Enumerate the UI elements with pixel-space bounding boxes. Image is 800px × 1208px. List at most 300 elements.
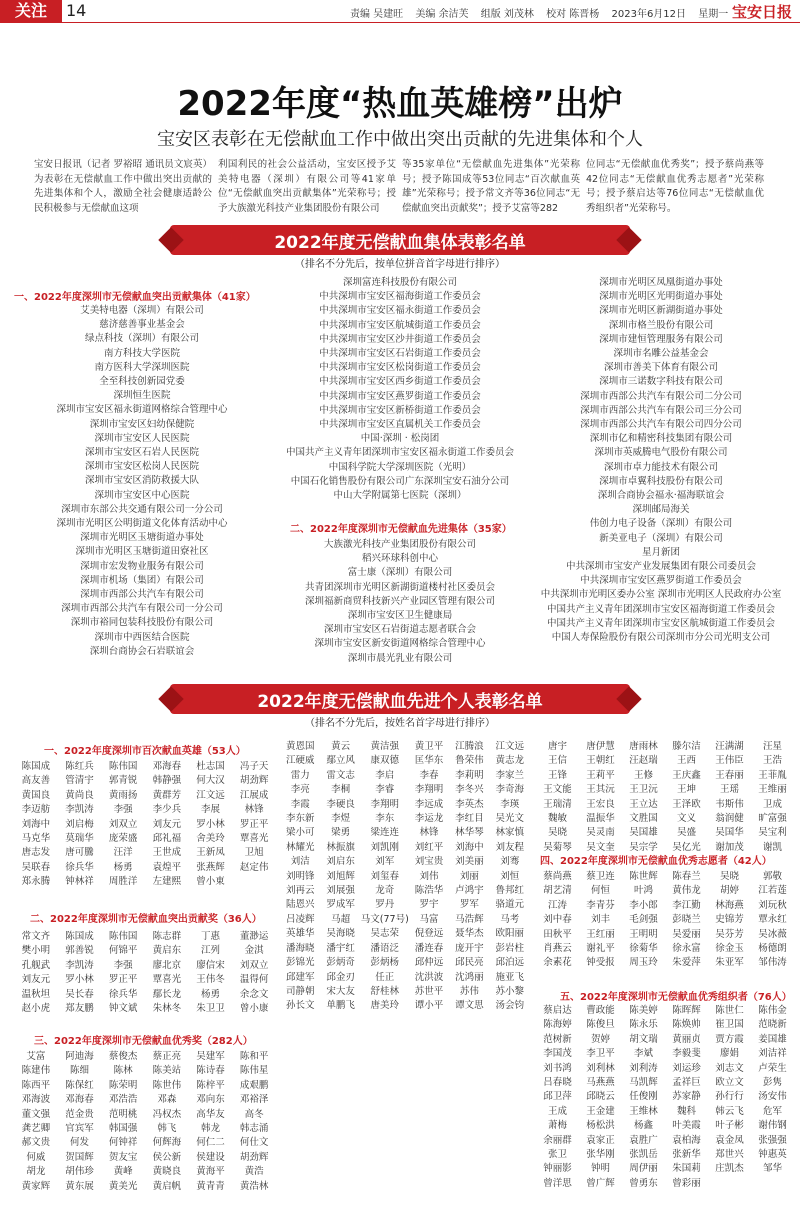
person-name: 钟丽影 <box>543 1163 572 1175</box>
person-name: 孔舰武 <box>21 959 51 971</box>
credits <box>350 5 737 20</box>
person-name: 苏家静 <box>672 1091 701 1103</box>
person-name: 李国茂 <box>543 1048 572 1060</box>
person-name: 陈俊旦 <box>586 1019 615 1031</box>
person-name: 吴晓 <box>719 871 739 882</box>
person-name: 吴爱丽 <box>672 928 701 940</box>
person-name: 何恒 <box>590 885 610 897</box>
person-name: 孙行行 <box>715 1091 744 1103</box>
intro-column-4: 位同志“无偿献血优秀奖”；授予蔡尚燕等42位同志“无偿献血优秀志愿者”光荣称号；授予蔡启达等76位同志“无偿献血优秀组织者”光荣称号。 <box>586 159 764 214</box>
person-name: 胡龙 <box>26 1166 46 1178</box>
person3-heading: 三、2022年度深圳市无偿献血优秀奖（282人） <box>34 1036 253 1047</box>
group2-heading: 二、2022年度深圳市无偿献血先进集体（35家） <box>290 524 512 535</box>
person-name: 袁煌平 <box>152 861 182 873</box>
org-list-item: 中共深圳市光明区委办公室 深圳市光明区人民政府办公室 <box>540 589 782 601</box>
person-name: 邱民亮 <box>455 957 484 969</box>
org-list-item: 深圳市西部公共汽车有限公司 <box>80 589 204 601</box>
person-name: 杨勇 <box>113 861 133 873</box>
person-name: 高华友 <box>196 1108 225 1120</box>
person-name: 王维丽 <box>758 784 787 796</box>
person-name: 陈伟国 <box>108 761 138 772</box>
person-name: 罗正平 <box>108 974 138 986</box>
person-name: 马超 <box>331 913 351 925</box>
org-list-item: 深圳市宝安区消防救援大队 <box>84 475 199 487</box>
group1-list-col2 <box>272 276 528 503</box>
person-name: 林耀光 <box>285 841 315 853</box>
person-name: 文胜国 <box>629 813 658 825</box>
person-name: 邓海春 <box>152 761 182 772</box>
person-name: 冯权杰 <box>152 1108 182 1120</box>
person-name: 吴文奎 <box>586 841 615 853</box>
person-name: 刘双立 <box>239 959 269 971</box>
person-name: 李家兰 <box>495 769 525 781</box>
person-name: 王瑶 <box>719 784 739 796</box>
person-name: 黄群芳 <box>152 789 182 801</box>
org-list-item: 中共深圳市宝安区沙井街道工作委员会 <box>319 333 481 345</box>
person-name: 鲁荣伟 <box>455 755 484 767</box>
org-list-item: 深圳市光明区玉塘街道办事处 <box>80 532 204 544</box>
person-name: 李强 <box>113 959 133 971</box>
org-list-item: 中国石化销售股份有限公司广东深圳宝安石油分公司 <box>290 475 510 487</box>
person-name: 邓森 <box>157 1094 177 1106</box>
person-name: 杨松洪 <box>586 1120 615 1132</box>
person-name: 王菲胤 <box>758 769 787 781</box>
org-list-item: 中共深圳市宝安区直属机关工作委员会 <box>319 419 481 431</box>
person-name: 马克华 <box>21 833 51 845</box>
person-name: 庄凯杰 <box>715 1163 744 1175</box>
person-name: 邱仲远 <box>414 957 444 969</box>
person-name: 司静朝 <box>285 985 315 997</box>
person-name: 孟祥巨 <box>672 1077 701 1089</box>
org-list-item: 深圳市中西医结合医院 <box>94 631 190 643</box>
person-name: 吴国雄 <box>629 827 658 839</box>
banner-note: （排名不分先后，按姓名首字母进行排序） <box>305 718 495 729</box>
person-name: 聂华杰 <box>455 928 484 940</box>
person-name: 何钟祥 <box>108 1137 138 1149</box>
person-name: 王红丽 <box>586 928 615 940</box>
person-name: 黄青青 <box>196 1180 225 1192</box>
person-name: 叶美霞 <box>672 1120 701 1132</box>
person-name: 曹政能 <box>586 1005 615 1016</box>
issue-date: 2023年6月12日 <box>611 9 687 20</box>
person-name: 旷富强 <box>758 813 787 825</box>
person-name: 李东新 <box>285 813 315 825</box>
person-name: 王成 <box>547 1105 567 1117</box>
person-name: 汪星 <box>762 741 782 752</box>
person-name: 范明桃 <box>108 1108 138 1120</box>
banner-title: 2022年度无偿献血先进个人表彰名单 <box>257 692 543 712</box>
person-name: 李东 <box>375 813 395 825</box>
person-name: 温秋坦 <box>21 988 51 1000</box>
person-name: 王卫沅 <box>629 784 658 796</box>
person-name: 何大汉 <box>196 775 225 787</box>
person-name: 田秋平 <box>543 928 572 940</box>
person-name: 王泽欧 <box>672 798 701 810</box>
person-name: 徐兵华 <box>108 988 138 1000</box>
person-name: 陈世辉 <box>629 871 658 882</box>
person-name: 彭炳奇 <box>326 957 355 969</box>
person-name: 毛剑强 <box>629 914 658 926</box>
org-list-item: 深圳市光明区新湖街道办事处 <box>599 305 723 317</box>
person-name: 陈美婷 <box>629 1005 658 1016</box>
person-name: 韩国强 <box>108 1123 138 1135</box>
person-name: 李小郎 <box>629 899 658 911</box>
person-name: 刘洁 <box>290 856 310 868</box>
person-name: 李翔明 <box>414 784 444 796</box>
person-name: 宋大友 <box>326 985 355 997</box>
person4-names <box>536 870 794 971</box>
person-name: 何仕文 <box>239 1137 269 1149</box>
person-name: 彭隽 <box>762 1077 782 1089</box>
person-name: 袁柏海 <box>672 1134 701 1146</box>
person-name: 刘恒 <box>500 870 520 882</box>
person-name: 李霞 <box>290 798 310 810</box>
person-name: 李凯涛 <box>65 959 94 971</box>
person-name: 胡劲辉 <box>239 775 269 787</box>
org-list-item: 中共深圳市宝安区松岗街道工作委员会 <box>319 362 481 374</box>
org-list-item: 稻兴环球科创中心 <box>361 553 438 565</box>
person-name: 黄丽贞 <box>672 1033 701 1045</box>
person-name: 陈浩华 <box>414 885 444 897</box>
person-name: 郭敬 <box>762 871 782 882</box>
group2-list-col2 <box>272 538 528 666</box>
person-name: 陈焕帅 <box>672 1019 701 1031</box>
org-list-item: 中国人寿保险股份有限公司深圳市分公司光明支公司 <box>551 632 771 644</box>
person-name: 阿迪海 <box>65 1051 94 1062</box>
person-name: 施亚飞 <box>495 971 525 983</box>
person5-names <box>536 1004 794 1191</box>
person-name: 胡劲辉 <box>239 1151 269 1163</box>
person-name: 胡伟珍 <box>65 1166 94 1178</box>
person-name: 张华刚 <box>586 1149 615 1161</box>
person-name: 吴宝利 <box>758 827 787 839</box>
person-name: 范树新 <box>543 1033 572 1045</box>
org-list-item: 中共深圳市宝安区燕罗街道工作委员会 <box>580 575 742 587</box>
org-list-item: 深圳市晨光乳业有限公司 <box>347 652 453 664</box>
banner-title: 2022年度无偿献血集体表彰名单 <box>274 233 526 253</box>
person-name: 江若莲 <box>758 885 787 897</box>
person-name: 杜志国 <box>196 761 225 772</box>
person-name: 官宾军 <box>65 1123 94 1135</box>
group1-heading: 一、2022年度深圳市无偿献血突出贡献集体（41家） <box>14 292 256 303</box>
person-name: 舒桂林 <box>370 985 400 997</box>
person-name: 潘语泛 <box>370 942 400 954</box>
person-name: 陈永乐 <box>629 1019 658 1031</box>
person-name: 黄雨扬 <box>108 789 138 801</box>
person-name: 袁家正 <box>586 1134 615 1146</box>
org-list-item: 中共深圳市宝安区福海街道工作委员会 <box>319 291 481 303</box>
person-name: 侯建设 <box>196 1151 225 1163</box>
person-name: 樊小明 <box>21 945 51 957</box>
org-list-item: 深圳市卓力能技术有限公司 <box>603 461 718 473</box>
person-name: 任俊刚 <box>629 1091 658 1103</box>
person-name: 邓海春 <box>65 1094 94 1106</box>
person-name: 刘旭辉 <box>326 870 355 882</box>
person-name: 钟文斌 <box>108 1003 138 1015</box>
person-name: 李青芬 <box>586 899 615 911</box>
person-name: 范金贵 <box>65 1108 94 1120</box>
org-list-item: 深圳恒生医院 <box>113 390 171 402</box>
person-name: 何仁二 <box>196 1137 225 1149</box>
org-list-item: 深圳富连科技股份有限公司 <box>342 277 457 288</box>
person-name: 管清宇 <box>65 775 94 787</box>
person-name: 李凯涛 <box>65 804 94 816</box>
person-name: 沈鸿丽 <box>455 971 484 983</box>
person-name: 刘志文 <box>715 1062 744 1074</box>
person-name: 刘凯刚 <box>370 841 400 853</box>
person-name: 廖信宋 <box>196 959 225 971</box>
person-name: 谢凯 <box>762 841 782 853</box>
person-name: 钟明 <box>590 1163 610 1175</box>
person-name: 李冬兴 <box>455 784 484 796</box>
person1-heading: 一、2022年度深圳市百次献血英雄（53人） <box>44 746 246 757</box>
person-name: 王信 <box>547 755 567 767</box>
person-name: 丁惠 <box>200 931 220 942</box>
person-name: 刘玺春 <box>370 870 400 882</box>
person-name: 王立达 <box>629 798 658 810</box>
person-name: 刘丰 <box>590 914 610 926</box>
person-name: 王明明 <box>629 928 658 940</box>
person-name: 陈海婷 <box>543 1019 572 1031</box>
person-name: 匡华东 <box>414 755 444 767</box>
person-name: 林华琴 <box>455 827 484 839</box>
person-name: 周胜洋 <box>108 876 138 888</box>
org-list-item: 星月新团 <box>641 546 680 558</box>
person-name: 雷力 <box>290 769 310 781</box>
org-list-item: 深圳市亿和精密科技集团有限公司 <box>589 433 733 445</box>
person-name: 江涛 <box>547 899 567 911</box>
org-list-item: 中国共产主义青年团深圳市宝安区航城街道工作委员会 <box>546 617 775 629</box>
section-tag: 关注 <box>0 0 62 22</box>
org-list-item: 深圳市英威腾电气股份有限公司 <box>594 447 728 459</box>
org-list-item: 全至科技创新园党委 <box>99 376 185 388</box>
group-list-banner <box>170 225 630 275</box>
person-name: 江文远 <box>196 789 225 801</box>
person-name: 吴志荣 <box>370 928 400 940</box>
person3-names-b <box>280 740 530 1014</box>
org-list-item: 深圳市东部公共交通有限公司一分公司 <box>61 503 223 515</box>
person-name: 彭炳杨 <box>370 957 400 969</box>
org-list-item: 深圳市卓翼科技股份有限公司 <box>599 475 723 487</box>
person-name: 刘丽 <box>459 870 479 882</box>
org-list-item: 深圳市宝安区中心医院 <box>94 489 190 501</box>
person-name: 彭岩柱 <box>495 942 525 954</box>
person-name: 王坤 <box>676 784 696 796</box>
person-name: 徐金玉 <box>715 943 744 955</box>
person-name: 李启 <box>375 769 395 781</box>
person-name: 钟惠英 <box>758 1149 787 1161</box>
person3-names-a <box>14 1050 276 1194</box>
person-name: 邱泊远 <box>495 957 525 969</box>
person-name: 邓向东 <box>196 1094 225 1106</box>
person-name: 刘宝贵 <box>414 856 444 868</box>
person-name: 罗丹 <box>375 899 395 911</box>
person-name: 刘美丽 <box>455 856 484 868</box>
person-name: 刘海中 <box>455 841 484 853</box>
person-name: 卫成 <box>762 798 782 810</box>
person-name: 王庆鑫 <box>672 769 701 781</box>
person-name: 陆恩兴 <box>285 899 315 911</box>
person-name: 彭锦光 <box>285 957 315 969</box>
person-name: 李春 <box>419 769 439 781</box>
person-name: 覃喜光 <box>152 974 182 986</box>
person-name: 唐美玲 <box>370 1000 400 1012</box>
person-name: 刘洁祥 <box>758 1048 787 1060</box>
person-name: 徐兵华 <box>65 861 94 873</box>
person-name: 刘运珍 <box>672 1062 701 1074</box>
person-name: 董文强 <box>21 1108 51 1120</box>
person-name: 张新华 <box>672 1149 701 1161</box>
org-list-item: 深圳市宝安区新安街道网格综合管理中心 <box>314 638 486 650</box>
person-name: 江展成 <box>239 789 269 801</box>
editor-credit: 责编 吴建旺 <box>350 9 404 20</box>
person-name: 陈荣明 <box>108 1079 138 1091</box>
person-name: 庞荣盛 <box>108 833 138 845</box>
person-name: 谢伟钢 <box>758 1120 787 1132</box>
person-name: 汤会钧 <box>495 1000 525 1012</box>
person-name: 郭善锐 <box>65 945 94 957</box>
person-name: 高友善 <box>21 775 51 787</box>
person-name: 王朝红 <box>586 755 615 767</box>
person-name: 马考 <box>500 913 520 925</box>
person-name: 王伟冬 <box>196 974 225 986</box>
person-name: 李莉明 <box>455 769 484 781</box>
org-list-item: 深圳市西部公共汽车有限公司三分公司 <box>580 404 742 416</box>
person-name: 刘书鸿 <box>543 1062 572 1074</box>
org-list-item: 中共深圳市宝安区福永街道工作委员会 <box>319 305 481 317</box>
person-name: 陈国成 <box>21 761 51 772</box>
person-name: 刘启东 <box>326 856 355 868</box>
person-name: 梁勇 <box>331 827 351 839</box>
org-list-item: 中共深圳市宝安区西乡街道工作委员会 <box>319 376 481 388</box>
person-name: 龙奇 <box>375 885 395 897</box>
person-name: 蔡卫连 <box>586 871 615 882</box>
person-name: 黄尚良 <box>65 789 94 801</box>
person-name: 汪洋 <box>113 847 133 859</box>
org-list-item: 深圳市善美下体育有限公司 <box>603 362 718 374</box>
person-name: 江腾浪 <box>455 741 484 752</box>
person-name: 陈保红 <box>65 1079 94 1091</box>
person-name: 黄卫平 <box>414 741 444 752</box>
org-list-item: 伟创力电子设备（深圳）有限公司 <box>589 518 733 530</box>
person-name: 潘连春 <box>414 942 444 954</box>
org-list-item: 中共深圳市宝安区航城街道工作委员会 <box>319 319 481 331</box>
person-name: 李煜 <box>331 813 351 825</box>
person-name: 龚艺卿 <box>21 1123 51 1135</box>
person-name: 林锋 <box>419 827 439 839</box>
person-name: 马文(77号) <box>360 913 409 925</box>
person-name: 黄晓良 <box>152 1166 182 1178</box>
person-name: 鄢立风 <box>326 755 355 767</box>
person-name: 温振华 <box>586 813 615 825</box>
person-name: 黄浩 <box>244 1166 264 1178</box>
person-name: 曾彩丽 <box>672 1177 701 1189</box>
person-name: 温得何 <box>239 974 269 986</box>
person-name: 潘宇红 <box>326 942 355 954</box>
person-name: 林振旗 <box>326 841 355 853</box>
person-name: 刘再云 <box>285 885 315 897</box>
person-name: 吴光文 <box>495 813 525 825</box>
org-list-item: 中国共产主义青年团深圳市宝安区福海街道工作委员会 <box>546 603 775 615</box>
person-name: 余念文 <box>239 988 269 1000</box>
person-name: 王其沅 <box>586 784 615 796</box>
org-list-item: 深圳市宝安区石岩街道志愿者联合会 <box>323 624 476 636</box>
person-name: 王金建 <box>586 1105 615 1117</box>
person-name: 吴宗学 <box>629 841 658 853</box>
org-list-item: 中共深圳市宝安区新桥街道工作委员会 <box>319 404 481 416</box>
person-name: 邱建军 <box>285 971 315 983</box>
person-name: 李斌 <box>633 1048 653 1060</box>
page-number: 14 <box>66 1 87 20</box>
org-list-item: 深圳市裕同包装科技股份有限公司 <box>70 617 214 629</box>
org-list-item: 深圳邮局海关 <box>632 504 690 516</box>
person-name: 李江勤 <box>672 899 701 911</box>
org-list-item: 深圳市机场（集团）有限公司 <box>80 574 204 586</box>
person-name: 范晓新 <box>758 1019 787 1031</box>
org-list-item: 共青团深圳市光明区新湖街道楼村社区委员会 <box>304 581 495 593</box>
person-name: 刘玩秋 <box>758 899 787 911</box>
person-name: 朱卫卫 <box>196 1003 225 1015</box>
person-name: 邹华 <box>762 1163 782 1175</box>
person-name: 莫瑞华 <box>65 833 94 845</box>
person-name: 董渺运 <box>239 931 269 942</box>
person-name: 贾方霞 <box>715 1033 744 1045</box>
org-list-item: 深圳市宝安区石岩人民医院 <box>84 447 199 459</box>
person-name: 朱亚军 <box>715 957 744 969</box>
person-name: 罗小林 <box>196 818 225 830</box>
person-name: 郑永腾 <box>21 876 51 888</box>
person-name: 雷文志 <box>326 769 355 781</box>
org-list-item: 深圳市宝安区妇幼保健院 <box>89 418 195 430</box>
person-name: 苏世平 <box>414 985 444 997</box>
person-name: 李翔明 <box>370 798 400 810</box>
person-name: 陈春兰 <box>672 871 701 882</box>
layout-credit: 组版 刘茂林 <box>480 9 534 20</box>
person-name: 卫旭 <box>244 847 264 859</box>
person-name: 李瑛 <box>500 798 520 810</box>
person-name: 侯公新 <box>152 1151 182 1163</box>
person-name: 刘红平 <box>414 841 444 853</box>
person-name: 何锦平 <box>108 945 138 957</box>
person-name: 黄浩林 <box>239 1180 269 1192</box>
person-name: 罗成军 <box>326 899 355 911</box>
person-name: 滕尔洁 <box>672 741 701 752</box>
person-name: 魏科 <box>676 1105 696 1117</box>
person-name: 韩志涌 <box>239 1123 269 1135</box>
person-name: 陈伟星 <box>239 1065 269 1077</box>
person-name: 姜国雄 <box>758 1033 787 1045</box>
person-name: 韩飞 <box>157 1123 177 1135</box>
person-name: 沈洪波 <box>414 971 444 983</box>
person-name: 唐雨林 <box>629 741 658 752</box>
person-list-banner <box>170 684 630 734</box>
org-list-item: 南方医科大学深圳医院 <box>94 361 190 373</box>
person-name: 马凯辉 <box>629 1077 658 1089</box>
person-name: 唐宇 <box>547 741 567 752</box>
group1-list-col1 <box>14 304 270 659</box>
person-name: 吴国华 <box>715 827 744 839</box>
person-name: 徐菊华 <box>629 943 658 955</box>
person-name: 任正 <box>375 971 395 983</box>
org-list-item: 新美亚电子（深圳）有限公司 <box>599 532 723 544</box>
person-name: 康双德 <box>370 755 400 767</box>
person-name: 黄国良 <box>21 789 51 801</box>
person-name: 黄东展 <box>65 1180 94 1192</box>
person-name: 翁润健 <box>715 813 744 825</box>
person-name: 谢礼平 <box>586 943 615 955</box>
org-list-item: 艾美特电器（深圳）有限公司 <box>80 305 204 316</box>
person-name: 陈国成 <box>65 931 94 942</box>
